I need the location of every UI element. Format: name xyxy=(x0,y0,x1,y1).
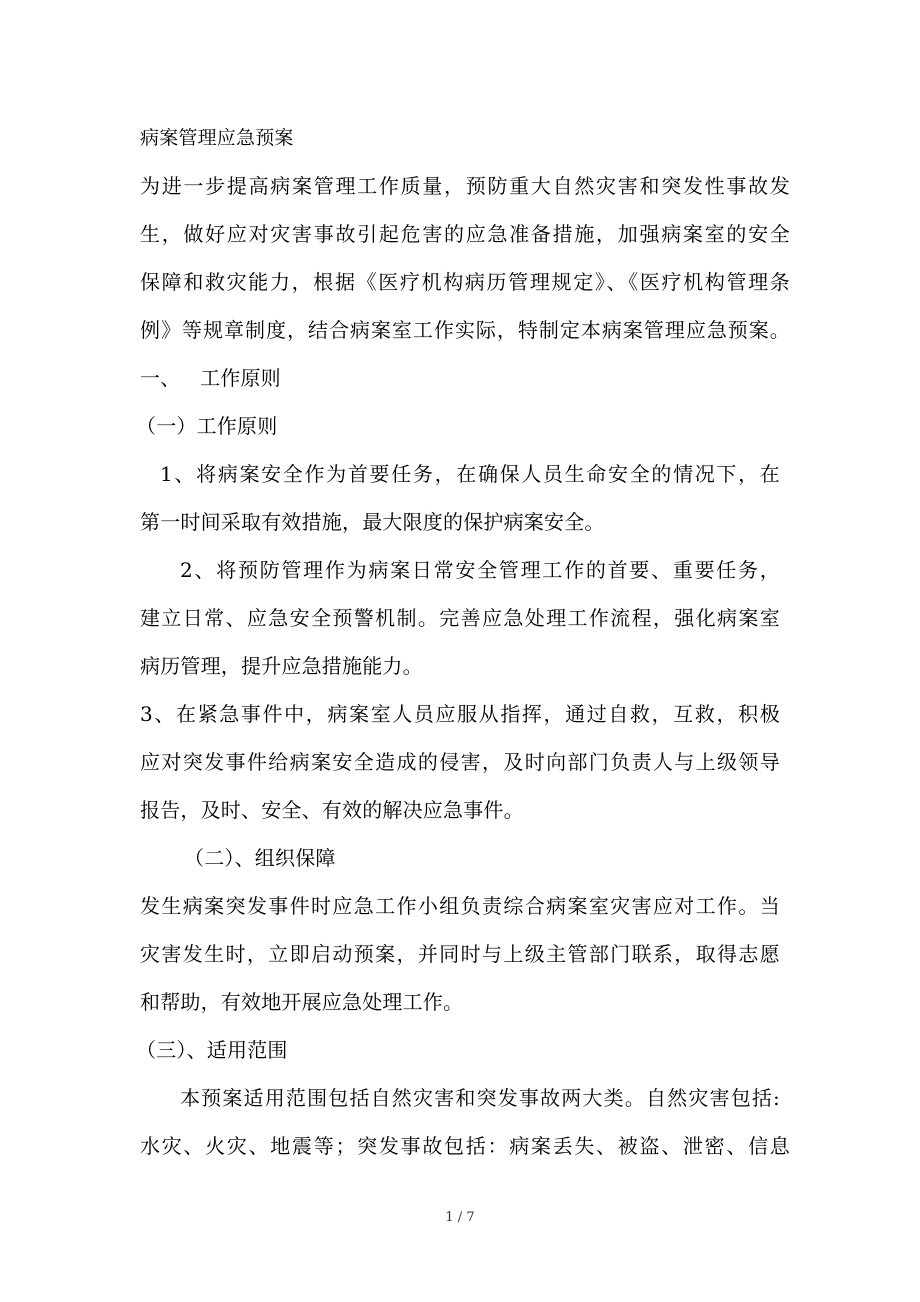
paragraph-line: 应对突发事件给病案安全造成的侵害，及时向部门负责人与上级领导 xyxy=(140,750,780,774)
section-heading: 一、 工作原则 xyxy=(140,366,281,390)
paragraph-line: 建立日常、应急安全预警机制。完善应急处理工作流程，强化病案室 xyxy=(140,606,780,630)
paragraph-line: 和帮助，有效地开展应急处理工作。 xyxy=(140,990,464,1014)
subsection-heading: （二）、组织保障 xyxy=(184,846,336,870)
paragraph-line: 本预案适用范围包括自然灾害和突发事故两大类。自然灾害包括: xyxy=(180,1086,780,1110)
paragraph-line: 水灾、火灾、地震等；突发事故包括：病案丢失、被盗、泄密、信息 xyxy=(140,1134,790,1158)
paragraph-line: 例》等规章制度，结合病案室工作实际，特制定本病案管理应急预案。 xyxy=(140,318,790,342)
subsection-heading: （一）工作原则 xyxy=(136,414,278,438)
paragraph-line: 病历管理，提升应急措施能力。 xyxy=(140,654,423,678)
page-number: 1 / 7 xyxy=(445,1210,475,1225)
paragraph-line: 报告，及时、安全、有效的解决应急事件。 xyxy=(140,798,524,822)
paragraph-line: 生，做好应对灾害事故引起危害的应急准备措施，加强病案室的安全 xyxy=(140,222,790,246)
paragraph-line: 3、在紧急事件中，病案室人员应服从指挥，通过自救，互救，积极 xyxy=(140,702,780,726)
document-title: 病案管理应急预案 xyxy=(140,127,294,149)
paragraph-line: 为进一步提高病案管理工作质量，预防重大自然灾害和突发性事故发 xyxy=(140,174,790,198)
paragraph-line: 1、将病案安全作为首要任务，在确保人员生命安全的情况下，在 xyxy=(160,462,780,486)
paragraph-line: 2、将预防管理作为病案日常安全管理工作的首要、重要任务， xyxy=(180,558,780,582)
paragraph-line: 保障和救灾能力，根据《医疗机构病历管理规定》、《医疗机构管理条 xyxy=(140,270,790,294)
subsection-heading: （三）、适用范围 xyxy=(136,1038,288,1062)
paragraph-line: 灾害发生时，立即启动预案，并同时与上级主管部门联系，取得志愿 xyxy=(140,942,780,966)
paragraph-line: 第一时间采取有效措施，最大限度的保护病案安全。 xyxy=(140,510,605,534)
paragraph-line: 发生病案突发事件时应急工作小组负责综合病案室灾害应对工作。当 xyxy=(140,894,780,918)
